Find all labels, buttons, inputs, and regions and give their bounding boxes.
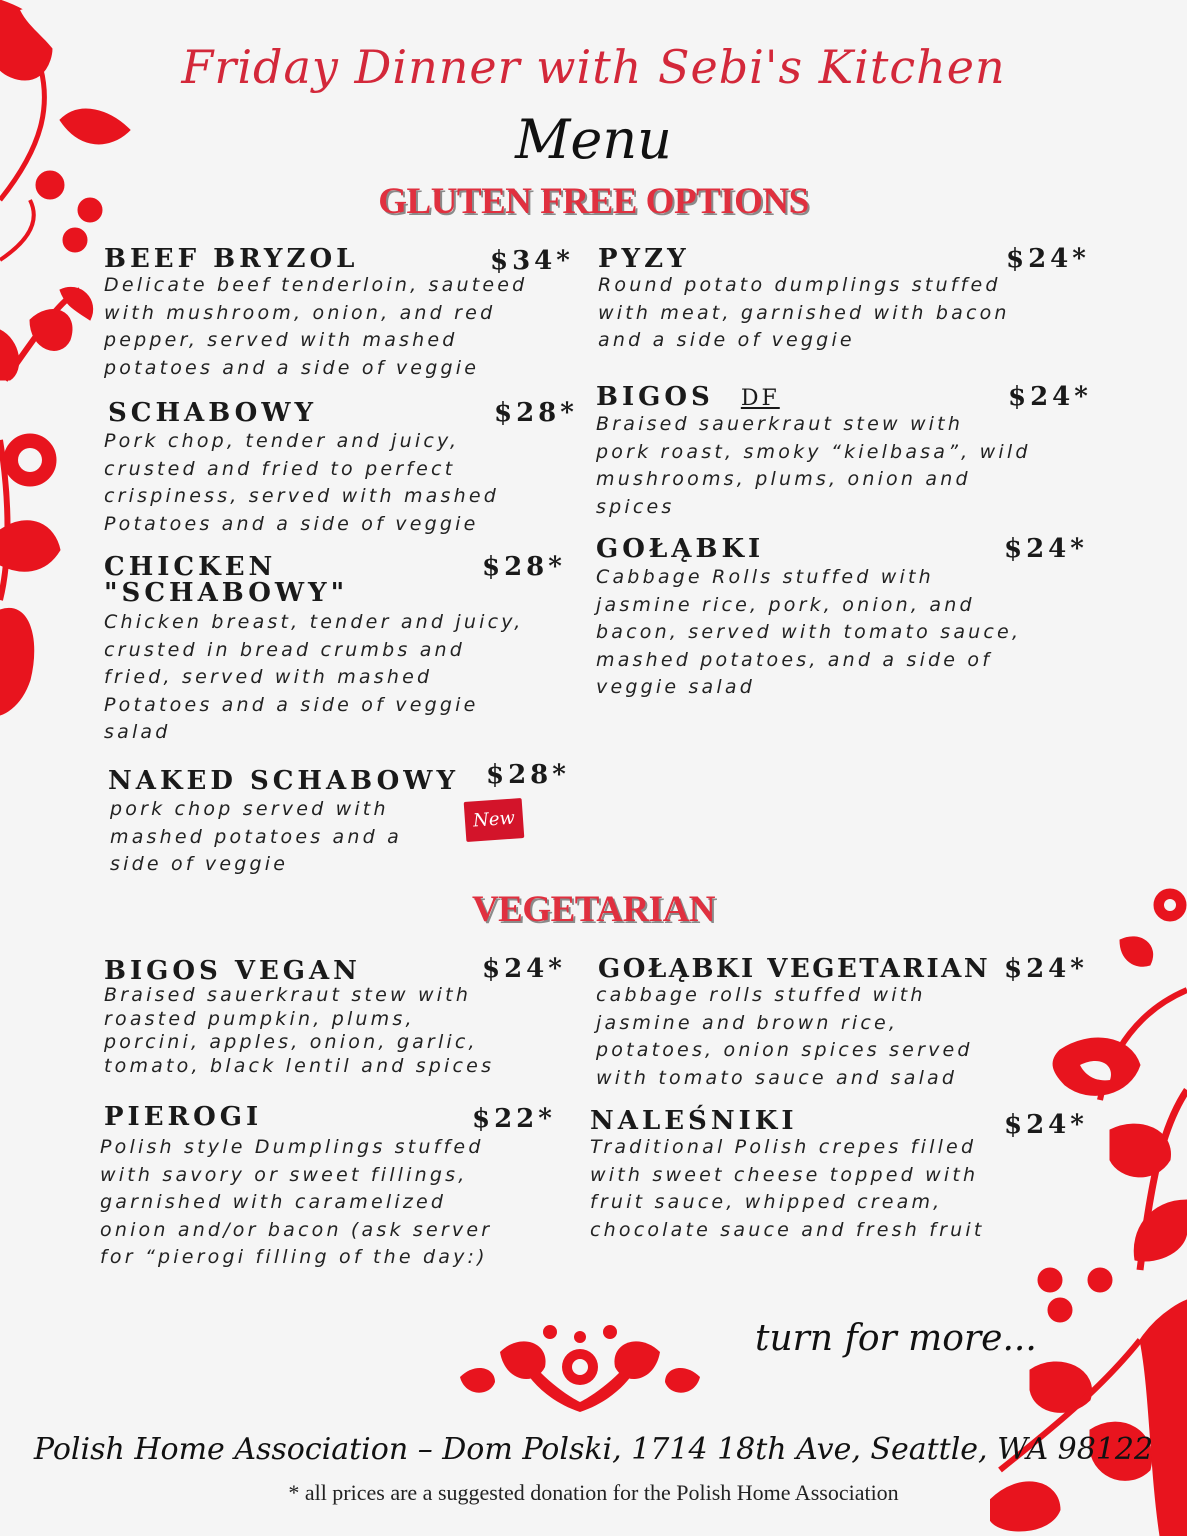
item-desc-pierogi: Polish style Dumplings stuffed with savory or sweet fillings, garnished with caramelized onion and/or bacon (ask server for “pierogi filling of the day:)	[100, 1136, 493, 1268]
item-name-pyzy: PYZY	[598, 244, 690, 274]
item-price-chicken-schabowy: $28*	[482, 552, 566, 582]
item-desc-naked-schabowy: pork chop served with mashed potatoes and a side of veggie	[110, 798, 402, 875]
item-desc-chicken-schabowy: Chicken breast, tender and juicy, crusted in bread crumbs and fried, served with mashed Potatoes and a side of veggie salad	[104, 611, 524, 743]
turn-for-more-text: turn for more...	[755, 1318, 1037, 1359]
item-price-nalesniki: $24*	[1004, 1110, 1088, 1140]
section-heading-gluten-free: GLUTEN FREE OPTIONS	[378, 181, 809, 222]
footer-address: Polish Home Association – Dom Polski, 1714 18th Ave, Seattle, WA 98122	[33, 1432, 1154, 1467]
page-title: Friday Dinner with Sebi's Kitchen	[181, 40, 1006, 94]
dairy-free-tag: DF	[740, 386, 780, 411]
new-badge: New	[464, 798, 525, 842]
item-name-golabki-vegetarian: GOŁĄBKI VEGETARIAN	[598, 954, 991, 984]
item-price-golabki-vegetarian: $24*	[1004, 954, 1088, 984]
item-name-bigos: BIGOS DF	[596, 382, 780, 412]
item-desc-bigos: Braised sauerkraut stew with pork roast, smoky “kielbasa”, wild mushrooms, plums, onion and spices	[596, 413, 1031, 518]
item-desc-golabki-vegetarian: cabbage rolls stuffed with jasmine and brown rice, potatoes, onion spices served with tomato sauce and salad	[596, 984, 973, 1089]
item-name-nalesniki: NALEŚNIKI	[590, 1106, 798, 1136]
footer-price-note: * all prices are a suggested donation for the Polish Home Association	[288, 1480, 899, 1505]
item-name-golabki: GOŁĄBKI	[596, 534, 765, 564]
item-price-naked-schabowy: $28*	[486, 760, 570, 790]
item-price-bigos-vegan: $24*	[482, 954, 566, 984]
item-desc-bigos-vegan: Braised sauerkraut stew with roasted pumpkin, plums, porcini, apples, onion, garlic, tomato, black lentil and spices	[104, 984, 495, 1077]
item-desc-nalesniki: Traditional Polish crepes filled with sweet cheese topped with fruit sauce, whipped cream, chocolate sauce and fresh fruit	[590, 1136, 985, 1241]
item-price-bigos: $24*	[1008, 382, 1092, 412]
item-name-pierogi: PIEROGI	[104, 1102, 263, 1132]
item-price-schabowy: $28*	[494, 398, 578, 428]
item-price-golabki: $24*	[1004, 534, 1088, 564]
item-price-pyzy: $24*	[1006, 244, 1090, 274]
item-price-pierogi: $22*	[472, 1104, 556, 1134]
item-desc-golabki: Cabbage Rolls stuffed with jasmine rice, pork, onion, and bacon, served with tomato sauce, mashed potatoes, and a side of veggie salad	[596, 566, 1022, 698]
item-name-beef-bryzol: BEEF BRYZOL	[104, 244, 359, 274]
item-name-bigos-vegan: BIGOS VEGAN	[104, 956, 361, 986]
folk-ornament	[460, 1322, 700, 1422]
menu-heading: Menu	[515, 108, 672, 171]
item-price-beef-bryzol: $34*	[490, 246, 574, 276]
item-desc-schabowy: Pork chop, tender and juicy, crusted and fried to perfect crispiness, served with mashed Potatoes and a side of veggie	[104, 430, 500, 535]
item-name-naked-schabowy: NAKED SCHABOWY	[108, 766, 460, 796]
section-heading-vegetarian: VEGETARIAN	[471, 889, 716, 930]
item-desc-pyzy: Round potato dumplings stuffed with meat, garnished with bacon and a side of veggie	[598, 274, 1010, 351]
item-name-chicken-schabowy: CHICKEN "SCHABOWY"	[104, 552, 349, 608]
item-desc-beef-bryzol: Delicate beef tenderloin, sauteed with mushroom, onion, and red pepper, served with mashed potatoes and a side of veggie	[104, 274, 528, 379]
item-name-schabowy: SCHABOWY	[108, 398, 318, 428]
